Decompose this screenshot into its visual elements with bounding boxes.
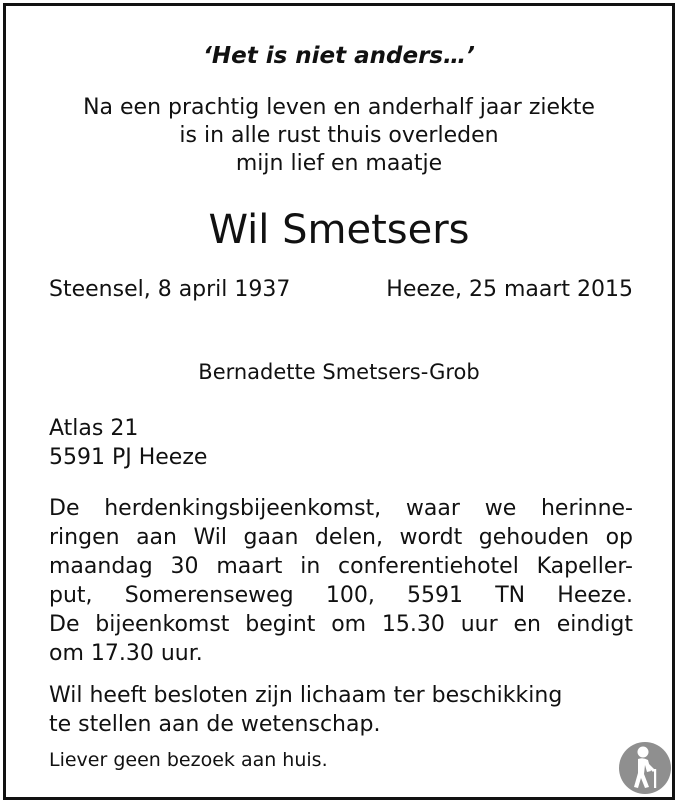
paragraph-line: De herdenkingsbijeenkomst, waar we herinne- <box>49 496 633 521</box>
paragraph-line: ringen aan Wil gaan delen, wordt gehouden op <box>49 525 633 550</box>
elderly-person-with-cane-icon <box>618 741 672 795</box>
survivor-name: Bernadette Smetsers-Grob <box>198 360 480 384</box>
motto: ‘Het is niet anders…’ <box>203 43 475 69</box>
intro-line: mijn lief en maatje <box>235 151 443 176</box>
intro-line: is in alle rust thuis overleden <box>179 123 499 148</box>
paragraph-line: De bijeenkomst begint om 15.30 uur en eindigt <box>49 612 633 637</box>
paragraph-line: om 17.30 uur. <box>49 641 203 666</box>
paragraph-line: put, Somerenseweg 100, 5591 TN Heeze. <box>49 583 633 608</box>
intro-line: Na een prachtig leven en anderhalf jaar ziekte <box>83 95 595 120</box>
death-date: Heeze, 25 maart 2015 <box>386 277 633 302</box>
address <box>49 414 207 472</box>
obituary-card <box>3 3 675 800</box>
intro-text <box>6 94 672 178</box>
gathering-paragraph <box>49 494 633 668</box>
birth-date: Steensel, 8 april 1937 <box>49 277 291 302</box>
paragraph-line: maandag 30 maart in conferentiehotel Kapeller- <box>49 554 633 579</box>
paragraph-line: te stellen aan de wetenschap. <box>49 712 381 737</box>
address-city: 5591 PJ Heeze <box>49 445 208 470</box>
address-street: Atlas 21 <box>49 416 139 441</box>
closing-note: Liever geen bezoek aan huis. <box>49 749 328 771</box>
paragraph-line: Wil heeft besloten zijn lichaam ter beschikking <box>49 683 563 708</box>
science-paragraph <box>49 681 633 739</box>
deceased-name: Wil Smetsers <box>208 207 470 253</box>
